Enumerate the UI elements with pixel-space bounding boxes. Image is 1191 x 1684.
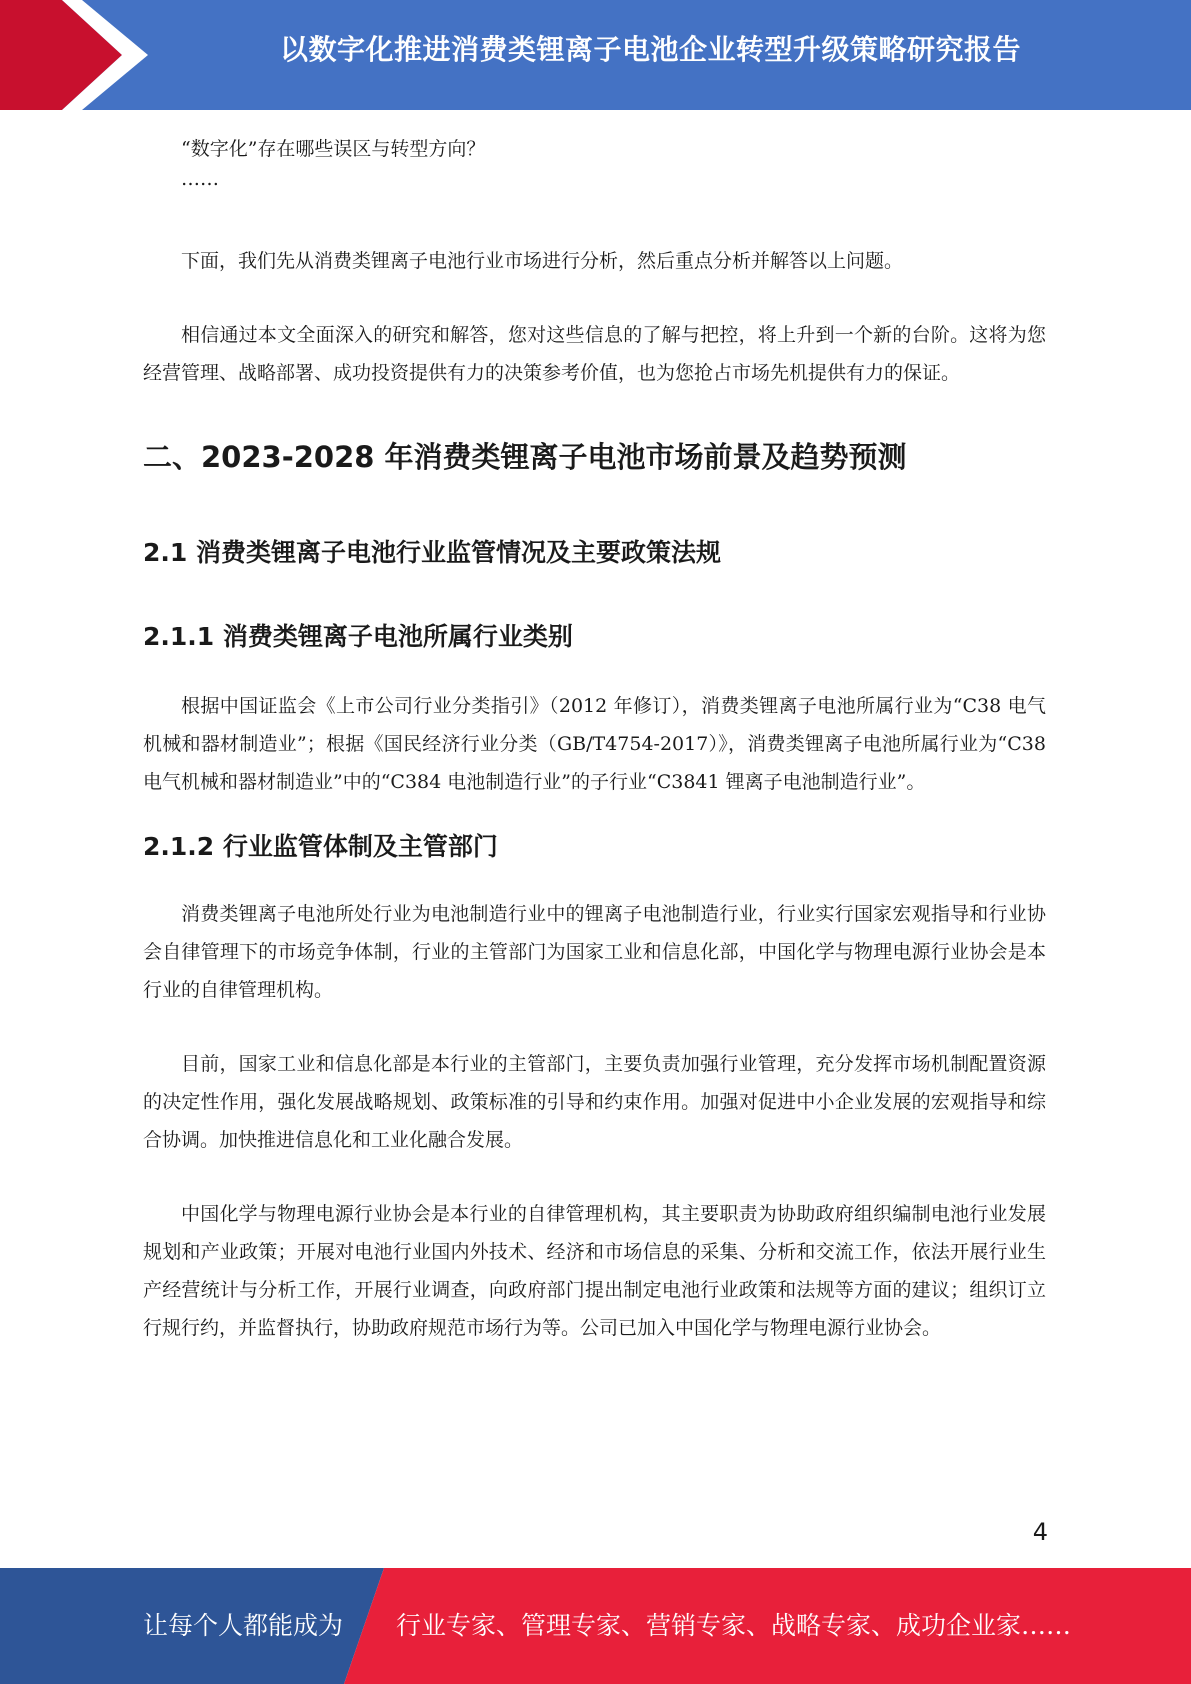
section-2-1-2-paragraph-1: 消费类锂离子电池所处行业为电池制造行业中的锂离子电池制造行业，行业实行国家宏观指导和行业协会自律管理下的市场竞争体制，行业的主管部门为国家工业和信息化部，中国化学与物理电源行业协会是本行业的自律管理机构。 <box>143 903 1046 1001</box>
page-number: 4 <box>1032 1518 1048 1546</box>
page-content <box>143 130 1046 1347</box>
footer-slogan-right: 行业专家、管理专家、营销专家、战略专家、成功企业家…… <box>396 1611 1072 1640</box>
report-title: 以数字化推进消费类锂离子电池企业转型升级策略研究报告 <box>279 33 1021 66</box>
header-red-block <box>0 0 122 110</box>
footer-slogan-left: 让每个人都能成为 <box>143 1611 344 1640</box>
footer-banner <box>0 1568 1191 1684</box>
intro-paragraph-1: 下面，我们先从消费类锂离子电池行业市场进行分析，然后重点分析并解答以上问题。 <box>181 250 904 272</box>
section-2-1-2-paragraph-2: 目前，国家工业和信息化部是本行业的主管部门，主要负责加强行业管理，充分发挥市场机制配置资源的决定性作用，强化发展战略规划、政策标准的引导和约束作用。加强对促进中小企业发展的宏观指导和综合协调。加快推进信息化和工业化融合发展。 <box>143 1053 1046 1151</box>
header-banner <box>0 0 1191 110</box>
section-2-1-heading: 2.1 消费类锂离子电池行业监管情况及主要政策法规 <box>143 538 721 567</box>
intro-question: “数字化”存在哪些误区与转型方向？ <box>181 138 486 160</box>
section-2-1-2-heading: 2.1.2 行业监管体制及主管部门 <box>143 832 498 861</box>
intro-ellipsis: …… <box>181 168 219 190</box>
section-2-1-1-paragraph: 根据中国证监会《上市公司行业分类指引》（2012 年修订），消费类锂离子电池所属行业为“C38 电气机械和器材制造业”；根据《国民经济行业分类（GB/T4754-2017）》，消费类锂离子电池所属行业为“C38 电气机械和器材制造业”中的“C384 电池制造行业”的子行业“C3841 锂离子电池制造行业”。 <box>143 695 1046 793</box>
intro-paragraph-2: 相信通过本文全面深入的研究和解答，您对这些信息的了解与把控，将上升到一个新的台阶。这将为您经营管理、战略部署、成功投资提供有力的决策参考价值，也为您抢占市场先机提供有力的保证。 <box>143 324 1046 384</box>
section-2-heading: 二、2023-2028 年消费类锂离子电池市场前景及趋势预测 <box>143 440 907 474</box>
section-2-1-2-paragraph-3: 中国化学与物理电源行业协会是本行业的自律管理机构，其主要职责为协助政府组织编制电池行业发展规划和产业政策；开展对电池行业国内外技术、经济和市场信息的采集、分析和交流工作，依法开展行业生产经营统计与分析工作，开展行业调查，向政府部门提出制定电池行业政策和法规等方面的建议；组织订立行规行约，并监督执行，协助政府规范市场行为等。公司已加入中国化学与物理电源行业协会。 <box>143 1203 1046 1339</box>
section-2-1-1-heading: 2.1.1 消费类锂离子电池所属行业类别 <box>143 622 573 651</box>
header-chevron-art <box>0 0 160 110</box>
